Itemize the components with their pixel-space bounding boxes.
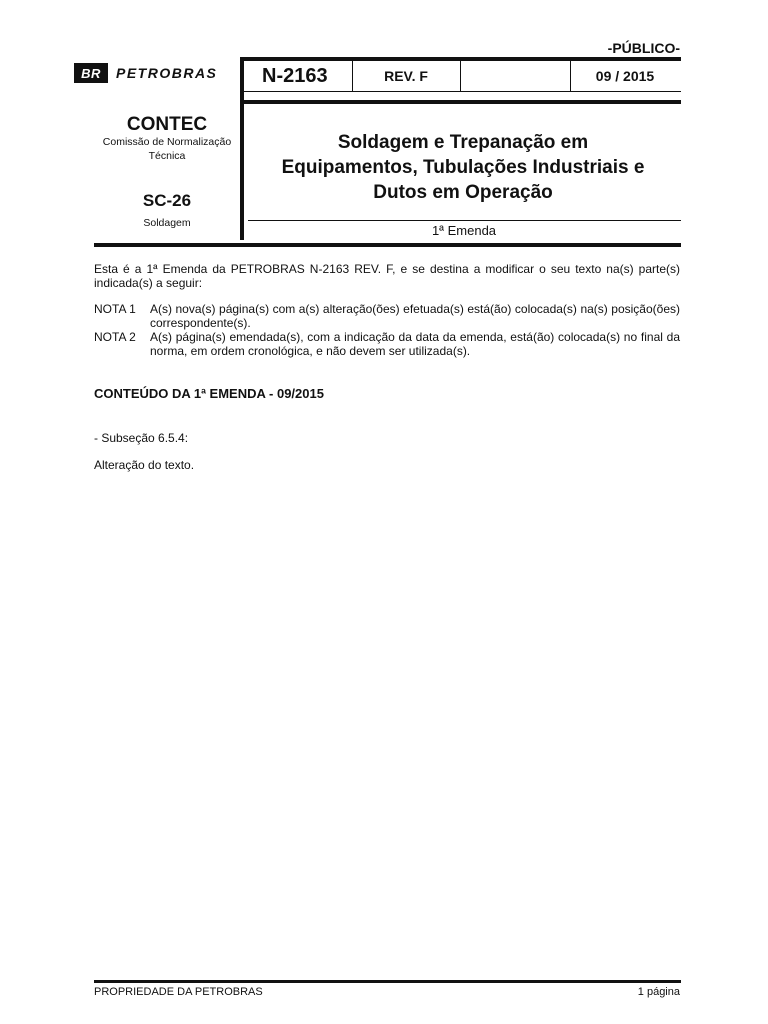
content-heading: CONTEÚDO DA 1ª EMENDA - 09/2015 (94, 386, 324, 401)
document-date: 09 / 2015 (595, 68, 655, 84)
title-line-1: Soldagem e Trepanação em (337, 132, 589, 153)
org-full-name: Comissão de Normalização Técnica (102, 136, 232, 162)
document-code: N-2163 (262, 64, 328, 87)
change-description: Alteração do texto. (94, 458, 195, 472)
intro-paragraph: Esta é a 1ª Emenda da PETROBRAS N-2163 REV. F, e se destina a modificar o seu texto na(s) parte(s) indicada(s) a seguir: (94, 262, 680, 290)
title-line-3: Dutos em Operação (373, 182, 553, 203)
note-label: NOTA 2 (94, 330, 136, 344)
classification-label: -PÚBLICO- (607, 40, 680, 56)
org-name: CONTEC (126, 114, 208, 135)
header-divider-2 (460, 61, 461, 91)
footer-ownership: PROPRIEDADE DA PETROBRAS (94, 986, 263, 998)
notes-list (94, 302, 680, 358)
footer-rule (94, 980, 681, 983)
subcommittee-code: SC-26 (142, 191, 192, 210)
header-row-rule (240, 91, 681, 92)
header-second-rule (240, 100, 681, 104)
header-bottom-rule (94, 243, 681, 247)
note-1 (94, 302, 680, 330)
br-logo-mark: BR (74, 63, 108, 83)
note-label: NOTA 1 (94, 302, 136, 316)
document-title (248, 130, 678, 205)
header-left-rule (240, 57, 244, 240)
subsection-reference: - Subseção 6.5.4: (94, 431, 189, 445)
petrobras-logo (74, 62, 217, 84)
amendment-label: 1ª Emenda (431, 223, 497, 238)
subcommittee-name: Soldagem (143, 217, 191, 229)
logo-wordmark: PETROBRAS (116, 65, 218, 81)
note-text: A(s) nova(s) página(s) com a(s) alteração(ões) efetuada(s) está(ão) colocada(s) na(s) posição(ões) correspondente(s). (150, 302, 680, 330)
note-text: A(s) página(s) emendada(s), com a indicação da data da emenda, está(ão) colocada(s) no final da norma, em ordem cronológica, e não devem ser utilizada(s). (150, 330, 680, 358)
title-underline (248, 220, 681, 221)
revision: REV. F (384, 68, 428, 84)
title-line-2: Equipamentos, Tubulações Industriais e (281, 157, 645, 178)
footer-page-count: 1 página (637, 986, 680, 998)
note-2 (94, 330, 680, 358)
